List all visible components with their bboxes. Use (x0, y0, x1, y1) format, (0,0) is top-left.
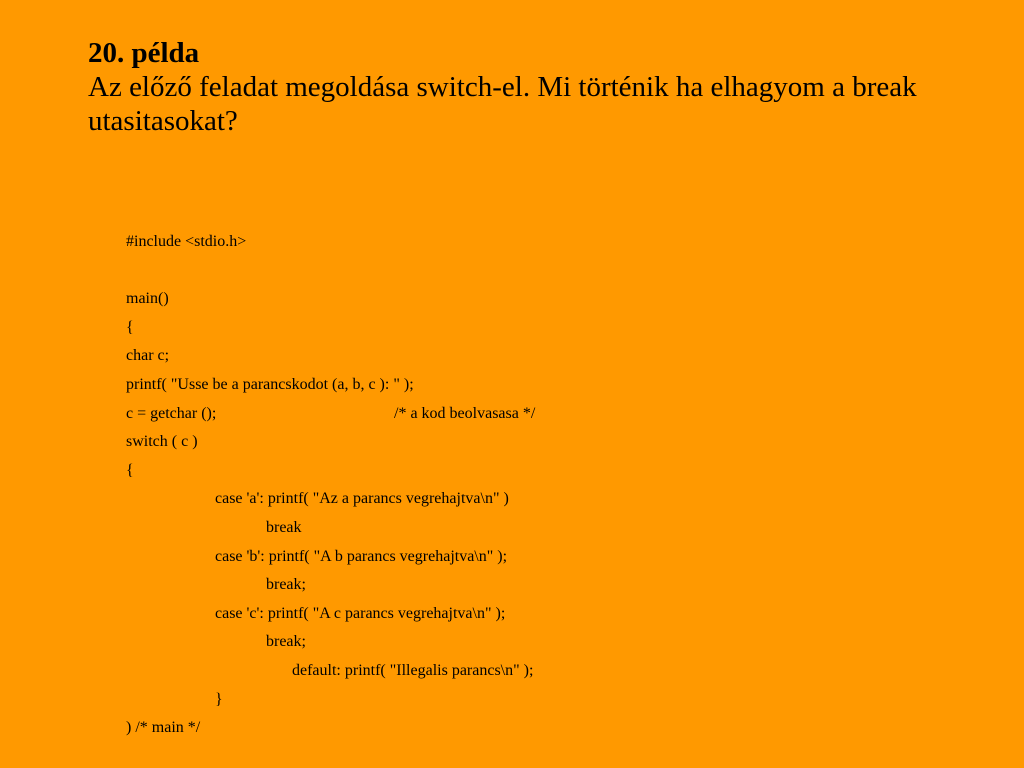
code-line (126, 686, 223, 715)
code-text: case 'b': printf( "A b parancs vegrehajtva\n" ); (215, 547, 508, 565)
title-block (88, 36, 968, 138)
code-text: case 'a': printf( "Az a parancs vegrehajtva\n" ) (215, 490, 509, 508)
slide-subtitle: Az előző feladat megoldása switch-el. Mi történik ha elhagyom a break utasitasokat? (88, 71, 917, 137)
code-line (126, 257, 150, 286)
code-text: } (215, 690, 223, 708)
code-text: #include <stdio.h> (126, 233, 247, 250)
slide-title: 20. példa (88, 37, 200, 69)
code-text: break; (266, 633, 306, 651)
code-text: char c; (126, 347, 170, 365)
code-line (126, 428, 198, 457)
code-line (126, 600, 506, 629)
code-line (126, 485, 509, 514)
code-text: case 'c': printf( "A c parancs vegrehajtva\n" ); (215, 604, 506, 622)
code-line (126, 400, 536, 429)
code-line (126, 514, 302, 543)
code-text: c = getchar (); (126, 404, 217, 422)
code-text: printf( "Usse be a parancskodot (a, b, c ): " ); (126, 375, 414, 393)
code-text: ) /* main */ (126, 719, 201, 737)
code-line (126, 628, 306, 657)
code-line (126, 457, 150, 486)
code-text: { (126, 461, 134, 479)
code-line (126, 342, 170, 371)
code-text: main() (126, 290, 169, 308)
code-comment: /* a kod beolvasasa */ (394, 404, 536, 422)
code-line (126, 314, 150, 343)
code-text: break (266, 518, 302, 536)
code-line (126, 228, 247, 257)
code-text: switch ( c ) (126, 433, 198, 451)
code-line (126, 285, 169, 314)
code-text: break; (266, 576, 306, 594)
code-line (126, 714, 201, 743)
code-line (126, 371, 414, 400)
code-text: { (126, 318, 134, 336)
code-line (126, 571, 306, 600)
code-listing (126, 228, 536, 743)
code-line (126, 543, 508, 572)
code-line (126, 657, 534, 686)
code-text: default: printf( "Illegalis parancs\n" ); (292, 661, 534, 679)
